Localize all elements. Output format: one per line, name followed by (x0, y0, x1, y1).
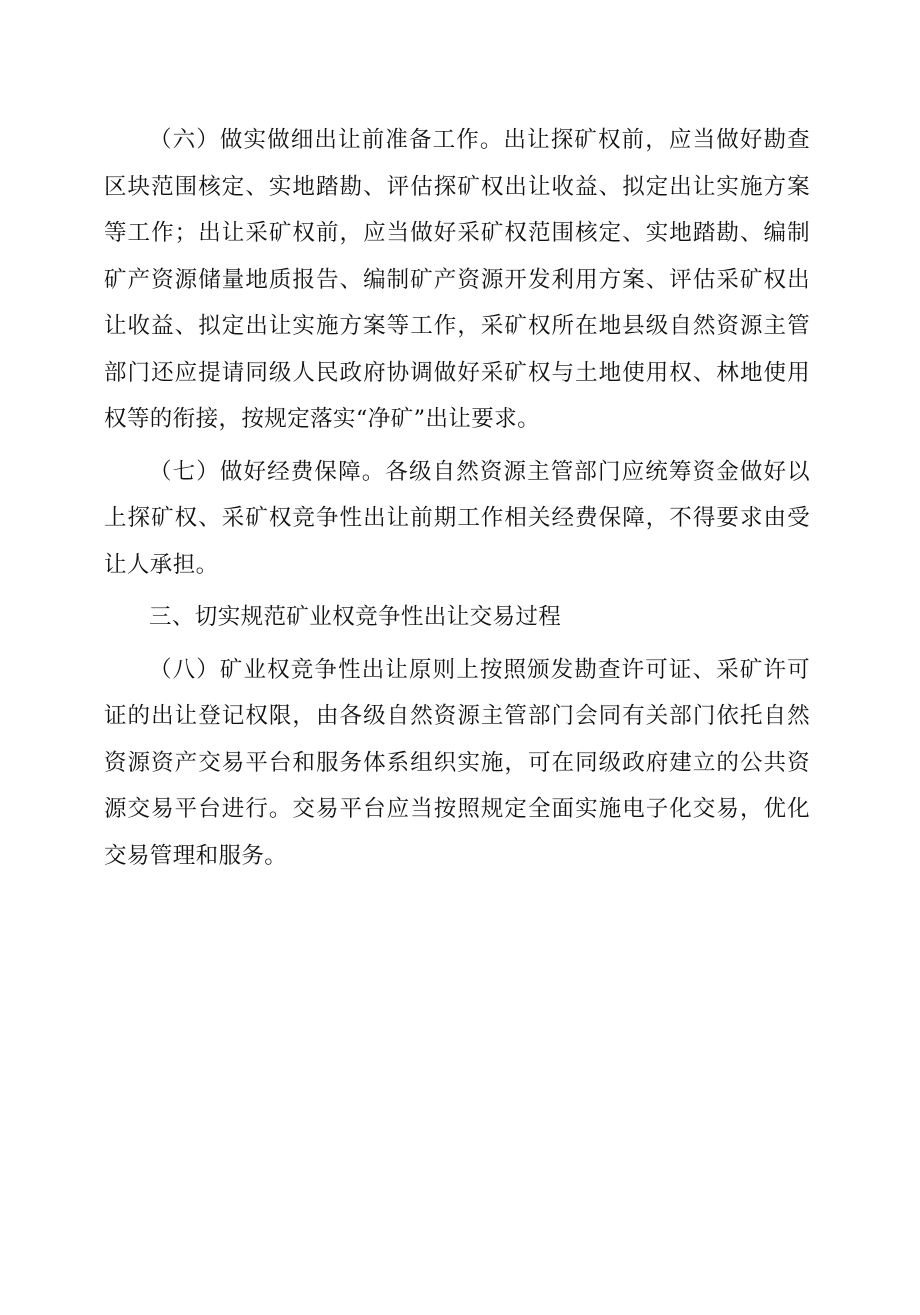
document-body (104, 117, 810, 885)
paragraph-six: （六）做实做细出让前准备工作。出让探矿权前，应当做好勘查区块范围核定、实地踏勘、评估探矿权出让收益、拟定出让实施方案等工作；出让采矿权前，应当做好采矿权范围核定、实地踏勘、编制矿产资源储量地质报告、编制矿产资源开发利用方案、评估采矿权出让收益、拟定出让实施方案等工作，采矿权所在地县级自然资源主管部门还应提请同级人民政府协调做好采矿权与土地使用权、林地使用权等的衔接，按规定落实“净矿”出让要求。 (104, 127, 810, 432)
section-heading-three: 三、切实规范矿业权竞争性出让交易过程 (149, 604, 562, 630)
paragraph-seven: （七）做好经费保障。各级自然资源主管部门应统筹资金做好以上探矿权、采矿权竞争性出让前期工作相关经费保障，不得要求由受让人承担。 (104, 458, 810, 578)
paragraph-eight: （八）矿业权竞争性出让原则上按照颁发勘查许可证、采矿许可证的出让登记权限，由各级自然资源主管部门会同有关部门依托自然资源资产交易平台和服务体系组织实施，可在同级政府建立的公共资源交易平台进行。交易平台应当按照规定全面实施电子化交易，优化交易管理和服务。 (104, 656, 810, 869)
